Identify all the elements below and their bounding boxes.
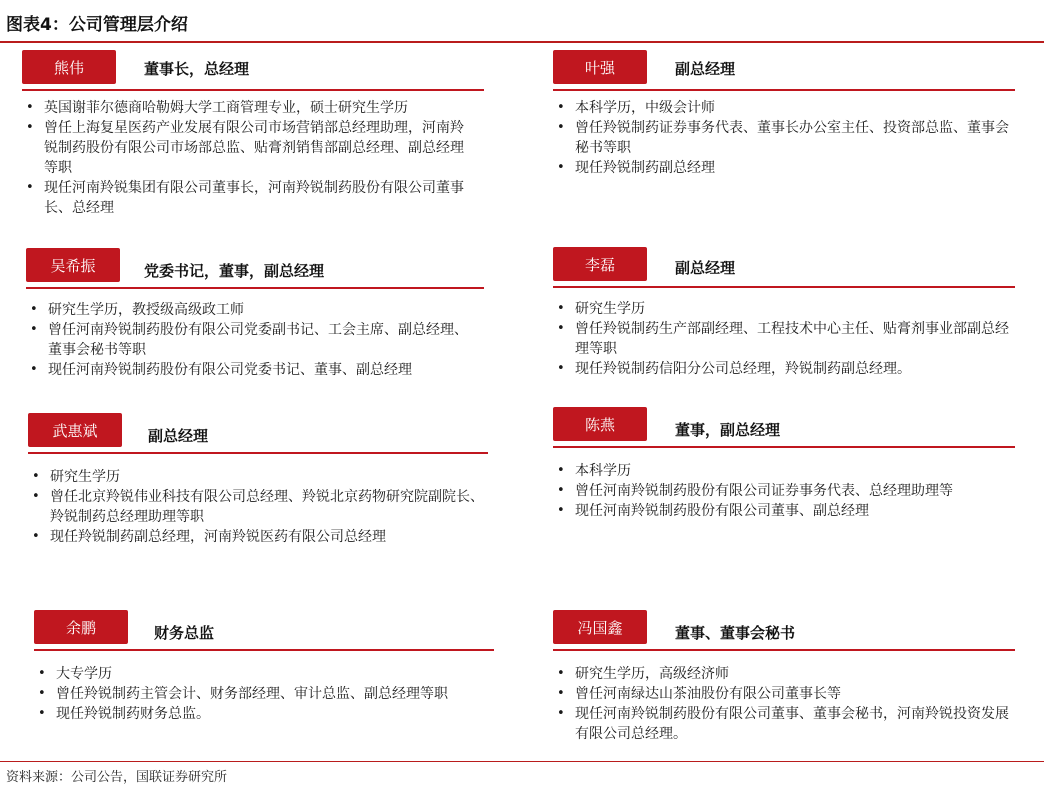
page-title: 图表4：公司管理层介绍	[6, 15, 188, 35]
card-rule	[28, 452, 488, 454]
person-card-wu-huibin	[28, 413, 488, 547]
person-name: 吴希振	[26, 248, 120, 282]
person-name: 李磊	[553, 247, 647, 281]
bio-item: • 本科学历	[575, 461, 1013, 481]
bio-list	[553, 664, 1013, 744]
bio-item: • 曾任上海复星医药产业发展有限公司市场营销部总经理助理，河南羚锐制药股份有限公司市场部总监、贴膏剂销售部副总经理、副总经理等职	[44, 118, 476, 178]
person-role: 董事，副总经理	[675, 421, 781, 439]
bio-list	[28, 467, 484, 547]
person-card-chen-yan	[553, 407, 1015, 521]
person-card-feng-guoxin	[553, 610, 1015, 744]
person-card-ye-qiang	[553, 50, 1015, 178]
bio-item: • 研究生学历，教授级高级政工师	[48, 300, 480, 320]
bio-list	[553, 98, 1013, 178]
card-rule	[553, 446, 1015, 448]
bio-list	[34, 664, 490, 724]
source-note: 资料来源：公司公告，国联证券研究所	[6, 770, 228, 785]
bio-item: • 研究生学历	[50, 467, 484, 487]
person-name: 叶强	[553, 50, 647, 84]
title-rule	[0, 41, 1044, 43]
bio-item: • 研究生学历，高级经济师	[575, 664, 1013, 684]
bio-item: • 现任河南羚锐制药股份有限公司董事、副总经理	[575, 501, 1013, 521]
bio-list	[26, 300, 480, 380]
bio-item: • 现任河南羚锐制药股份有限公司董事、董事会秘书，河南羚锐投资发展有限公司总经理。	[575, 704, 1013, 744]
card-rule	[553, 89, 1015, 91]
bio-item: • 现任河南羚锐制药股份有限公司党委书记、董事、副总经理	[48, 360, 480, 380]
person-card-yu-peng	[34, 610, 494, 724]
person-role: 副总经理	[675, 259, 736, 277]
bio-item: • 曾任羚锐制药证券事务代表、董事长办公室主任、投资部总监、董事会秘书等职	[575, 118, 1013, 158]
card-rule	[553, 286, 1015, 288]
bio-item: • 本科学历，中级会计师	[575, 98, 1013, 118]
bio-list	[553, 461, 1013, 521]
bio-item: • 曾任河南羚锐制药股份有限公司党委副书记、工会主席、副总经理、董事会秘书等职	[48, 320, 480, 360]
bio-item: • 现任羚锐制药副总经理	[575, 158, 1013, 178]
person-role: 副总经理	[675, 60, 736, 78]
bio-item: • 曾任河南绿达山茶油股份有限公司董事长等	[575, 684, 1013, 704]
footer-rule	[0, 761, 1044, 762]
person-role: 董事、董事会秘书	[675, 624, 796, 642]
bio-item: • 曾任北京羚锐伟业科技有限公司总经理、羚锐北京药物研究院副院长、羚锐制药总经理助理等职	[50, 487, 484, 527]
bio-item: • 现任羚锐制药财务总监。	[56, 704, 490, 724]
bio-item: • 曾任羚锐制药生产部副经理、工程技术中心主任、贴膏剂事业部副总经理等职	[575, 319, 1013, 359]
bio-item: • 曾任河南羚锐制药股份有限公司证券事务代表、总经理助理等	[575, 481, 1013, 501]
person-card-xiong-wei	[22, 50, 484, 218]
person-card-li-lei	[553, 247, 1015, 379]
person-role: 党委书记，董事，副总经理	[144, 262, 325, 280]
person-card-wu-xizhen	[26, 248, 484, 380]
person-role: 董事长，总经理	[144, 60, 250, 78]
card-rule	[34, 649, 494, 651]
bio-item: • 英国谢菲尔德商哈勒姆大学工商管理专业，硕士研究生学历	[44, 98, 476, 118]
bio-item: • 现任羚锐制药副总经理，河南羚锐医药有限公司总经理	[50, 527, 484, 547]
bio-item: • 大专学历	[56, 664, 490, 684]
card-rule	[22, 89, 484, 91]
bio-item: • 现任羚锐制药信阳分公司总经理，羚锐制药副总经理。	[575, 359, 1013, 379]
person-name: 陈燕	[553, 407, 647, 441]
person-name: 冯国鑫	[553, 610, 647, 644]
person-role: 副总经理	[148, 427, 209, 445]
card-rule	[26, 287, 484, 289]
bio-list	[553, 299, 1013, 379]
person-name: 武惠斌	[28, 413, 122, 447]
person-role: 财务总监	[154, 624, 215, 642]
person-name: 余鹏	[34, 610, 128, 644]
bio-item: • 现任河南羚锐集团有限公司董事长，河南羚锐制药股份有限公司董事长、总经理	[44, 178, 476, 218]
person-name: 熊伟	[22, 50, 116, 84]
bio-item: • 研究生学历	[575, 299, 1013, 319]
bio-item: • 曾任羚锐制药主管会计、财务部经理、审计总监、副总经理等职	[56, 684, 490, 704]
bio-list	[22, 98, 476, 218]
card-rule	[553, 649, 1015, 651]
